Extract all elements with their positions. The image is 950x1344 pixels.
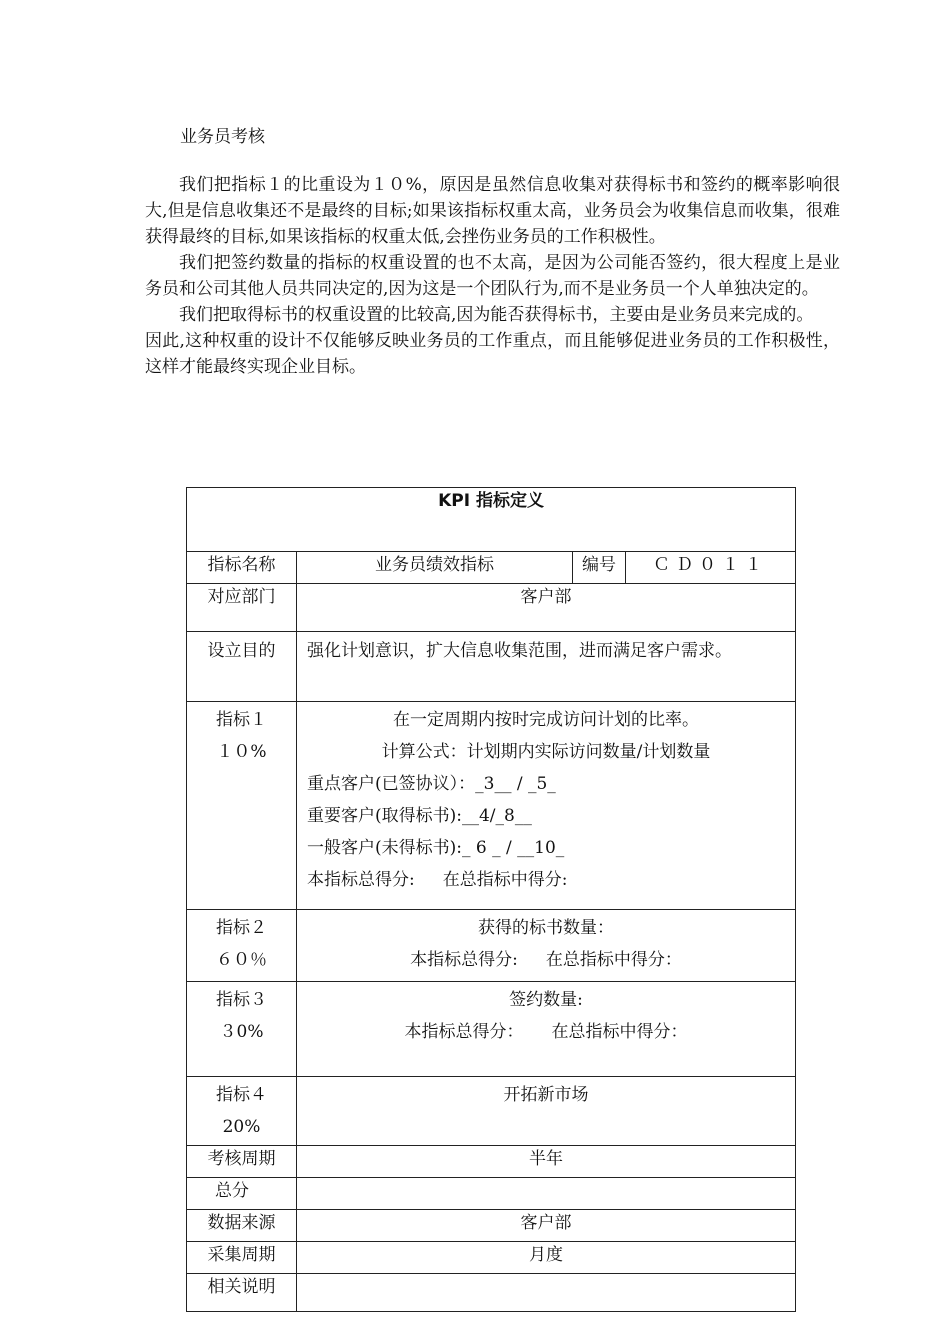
source-row xyxy=(187,1210,796,1242)
indicator-1-formula: 计算公式：计划期内实际访问数量/计划数量 xyxy=(381,742,711,762)
indicator-4-weight: 20% xyxy=(222,1117,261,1137)
indicator-4-content xyxy=(297,1077,796,1146)
source-label: 数据来源 xyxy=(187,1210,297,1242)
indicator-4-cell xyxy=(187,1077,297,1146)
notes-value xyxy=(297,1274,796,1312)
collect-row xyxy=(187,1242,796,1274)
indicator-2-score-line xyxy=(301,944,791,976)
notes-row xyxy=(187,1274,796,1312)
indicator-2-label: 指标２ xyxy=(216,918,267,938)
code-label: 编号 xyxy=(573,552,626,584)
indicator-2-content xyxy=(297,910,796,982)
cycle-value: 半年 xyxy=(297,1146,796,1178)
department-label: 对应部门 xyxy=(187,584,297,632)
indicator-3-score-line xyxy=(301,1016,791,1048)
indicator-2-score-overall: 在总指标中得分： xyxy=(545,950,682,970)
indicator-3-score-total: 本指标总得分： xyxy=(404,1022,524,1042)
indicator-1-key-clients: 重点客户(已签协议）：_3__ / _5_ xyxy=(307,774,556,794)
total-label: 总分 xyxy=(187,1178,297,1210)
indicator-3-definition: 签约数量: xyxy=(509,990,583,1010)
cycle-row xyxy=(187,1146,796,1178)
indicator-1-row xyxy=(187,702,796,910)
paragraph-1: 我们把指标１的比重设为１０%，原因是虽然信息收集对获得标书和签约的概率影响很大,但是信息收集还不是最终的目标;如果该指标权重太高，业务员会为收集信息而收集，很难获得最终的目标,如果该指标的权重太低,会挫伤业务员的工作积极性。 xyxy=(145,175,840,247)
indicator-2-weight: ６０％ xyxy=(216,950,267,970)
collect-value: 月度 xyxy=(297,1242,796,1274)
indicator-3-weight: ３0% xyxy=(219,1022,264,1042)
department-value: 客户部 xyxy=(297,584,796,632)
kpi-title-row xyxy=(187,488,796,552)
indicator-name-value: 业务员绩效指标 xyxy=(297,552,573,584)
indicator-3-score-overall: 在总指标中得分： xyxy=(551,1022,688,1042)
body-text xyxy=(145,172,840,380)
kpi-table-title: KPI 指标定义 xyxy=(187,488,796,552)
cycle-label: 考核周期 xyxy=(187,1146,297,1178)
indicator-2-cell xyxy=(187,910,297,982)
indicator-4-definition: 开拓新市场 xyxy=(503,1085,589,1105)
department-row xyxy=(187,584,796,632)
indicator-1-weight: １０% xyxy=(216,742,267,762)
code-value: ＣＤ０１１ xyxy=(626,552,796,584)
indicator-1-score-line xyxy=(301,864,791,896)
notes-label: 相关说明 xyxy=(187,1274,297,1312)
indicator-1-score-total: 本指标总得分: xyxy=(307,870,415,890)
paragraph-4: 因此,这种权重的设计不仅能够反映业务员的工作重点，而且能够促进业务员的工作积极性，这样才能最终实现企业目标。 xyxy=(145,331,840,377)
indicator-1-general-clients: 一般客户(未得标书):_ 6 _ / __10_ xyxy=(307,838,565,858)
indicator-1-content xyxy=(297,702,796,910)
total-value xyxy=(297,1178,796,1210)
paragraph-2: 我们把签约数量的指标的权重设置的也不太高，是因为公司能否签约，很大程度上是业务员和公司其他人员共同决定的,因为这是一个团队行为,而不是业务员一个人单独决定的。 xyxy=(145,253,840,299)
indicator-1-important-clients: 重要客户(取得标书):__4/_8__ xyxy=(307,806,532,826)
collect-label: 采集周期 xyxy=(187,1242,297,1274)
indicator-4-row xyxy=(187,1077,796,1146)
purpose-value: 强化计划意识，扩大信息收集范围，进而满足客户需求。 xyxy=(297,632,796,702)
purpose-label: 设立目的 xyxy=(187,632,297,702)
indicator-2-row xyxy=(187,910,796,982)
indicator-3-content xyxy=(297,982,796,1077)
indicator-3-cell xyxy=(187,982,297,1077)
purpose-row xyxy=(187,632,796,702)
indicator-1-cell xyxy=(187,702,297,910)
indicator-name-row xyxy=(187,552,796,584)
indicator-1-label: 指标１ xyxy=(216,710,267,730)
indicator-2-definition: 获得的标书数量： xyxy=(478,918,614,938)
section-heading: 业务员考核 xyxy=(180,127,265,147)
indicator-4-label: 指标４ xyxy=(216,1085,267,1105)
total-row xyxy=(187,1178,796,1210)
indicator-name-label: 指标名称 xyxy=(187,552,297,584)
kpi-table xyxy=(186,487,796,1312)
indicator-2-score-total: 本指标总得分: xyxy=(410,950,518,970)
paragraph-3: 我们把取得标书的权重设置的比较高,因为能否获得标书，主要由是业务员来完成的。 xyxy=(179,305,814,325)
source-value: 客户部 xyxy=(297,1210,796,1242)
indicator-3-label: 指标３ xyxy=(216,990,267,1010)
indicator-1-score-overall: 在总指标中得分: xyxy=(442,870,568,890)
indicator-1-definition: 在一定周期内按时完成访问计划的比率。 xyxy=(393,710,699,730)
indicator-3-row xyxy=(187,982,796,1077)
